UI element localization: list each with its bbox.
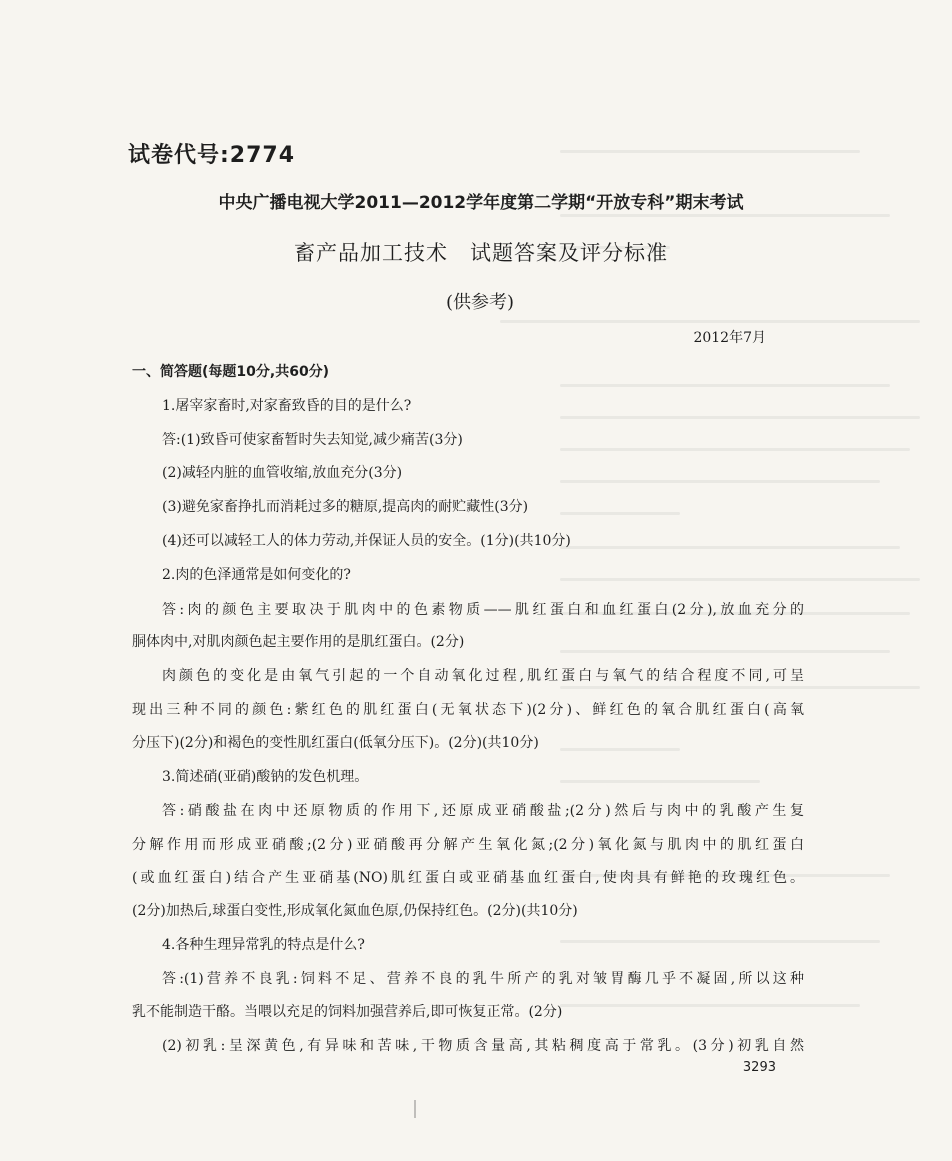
- answer-line: (2)初乳:呈深黄色,有异味和苦味,干物质含量高,其粘稠度高于常乳。(3分)初乳自然: [162, 1038, 804, 1054]
- answer-line: 答:(1)致昏可使家畜暂时失去知觉,减少痛苦(3分): [162, 432, 463, 448]
- answer-line: 答:(1)营养不良乳:饲料不足、营养不良的乳牛所产的乳对皱胃酶几乎不凝固,所以这种: [162, 971, 804, 987]
- exam-title: 中央广播电视大学2011—2012学年度第二学期“开放专科”期末考试: [218, 193, 744, 213]
- scan-mark: [414, 1100, 416, 1118]
- section-heading: 一、简答题(每题10分,共60分): [132, 364, 330, 380]
- question-4: 4.各种生理异常乳的特点是什么?: [162, 937, 365, 953]
- answer-line: 胴体肉中,对肌肉颜色起主要作用的是肌红蛋白。(2分): [132, 634, 465, 650]
- answer-line: 现出三种不同的颜色:紫红色的肌红蛋白(无氧状态下)(2分)、鲜红色的氧合肌红蛋白(高氧: [132, 702, 804, 718]
- answer-line: 答:硝酸盐在肉中还原物质的作用下,还原成亚硝酸盐;(2分)然后与肉中的乳酸产生复: [162, 803, 804, 819]
- answer-line: (2)减轻内脏的血管收缩,放血充分(3分): [162, 465, 403, 481]
- answer-line: 分解作用而形成亚硝酸;(2分)亚硝酸再分解产生氧化氮;(2分)氧化氮与肌肉中的肌红蛋白: [132, 837, 804, 853]
- answer-line: 肉颜色的变化是由氧气引起的一个自动氧化过程,肌红蛋白与氧气的结合程度不同,可呈: [162, 668, 804, 684]
- answer-line: (4)还可以减轻工人的体力劳动,并保证人员的安全。(1分)(共10分): [162, 533, 571, 549]
- answer-line: 答:肉的颜色主要取决于肌肉中的色素物质——肌红蛋白和血红蛋白(2分),放血充分的: [162, 602, 804, 618]
- question-1: 1.屠宰家畜时,对家畜致昏的目的是什么?: [162, 398, 412, 414]
- answer-line: (或血红蛋白)结合产生亚硝基(NO)肌红蛋白或亚硝基血红蛋白,使肉具有鲜艳的玫瑰红色。: [132, 870, 804, 886]
- answer-line: 乳不能制造干酪。当喂以充足的饲料加强营养后,即可恢复正常。(2分): [132, 1004, 563, 1020]
- subject-title: 畜产品加工技术 试题答案及评分标准: [294, 241, 668, 265]
- answer-line: (3)避免家畜挣扎而消耗过多的糖原,提高肉的耐贮藏性(3分): [162, 499, 529, 515]
- page-number: 3293: [742, 1060, 776, 1075]
- answer-line: 分压下)(2分)和褐色的变性肌红蛋白(低氧分压下)。(2分)(共10分): [132, 735, 539, 751]
- exam-date: 2012年7月: [693, 330, 766, 346]
- question-2: 2.肉的色泽通常是如何变化的?: [162, 567, 351, 583]
- question-3: 3.简述硝(亚硝)酸钠的发色机理。: [162, 769, 369, 785]
- reference-note: (供参考): [445, 292, 515, 313]
- answer-line: (2分)加热后,球蛋白变性,形成氧化氮血色原,仍保持红色。(2分)(共10分): [132, 903, 578, 919]
- paper-code: 试卷代号:2774: [128, 143, 296, 168]
